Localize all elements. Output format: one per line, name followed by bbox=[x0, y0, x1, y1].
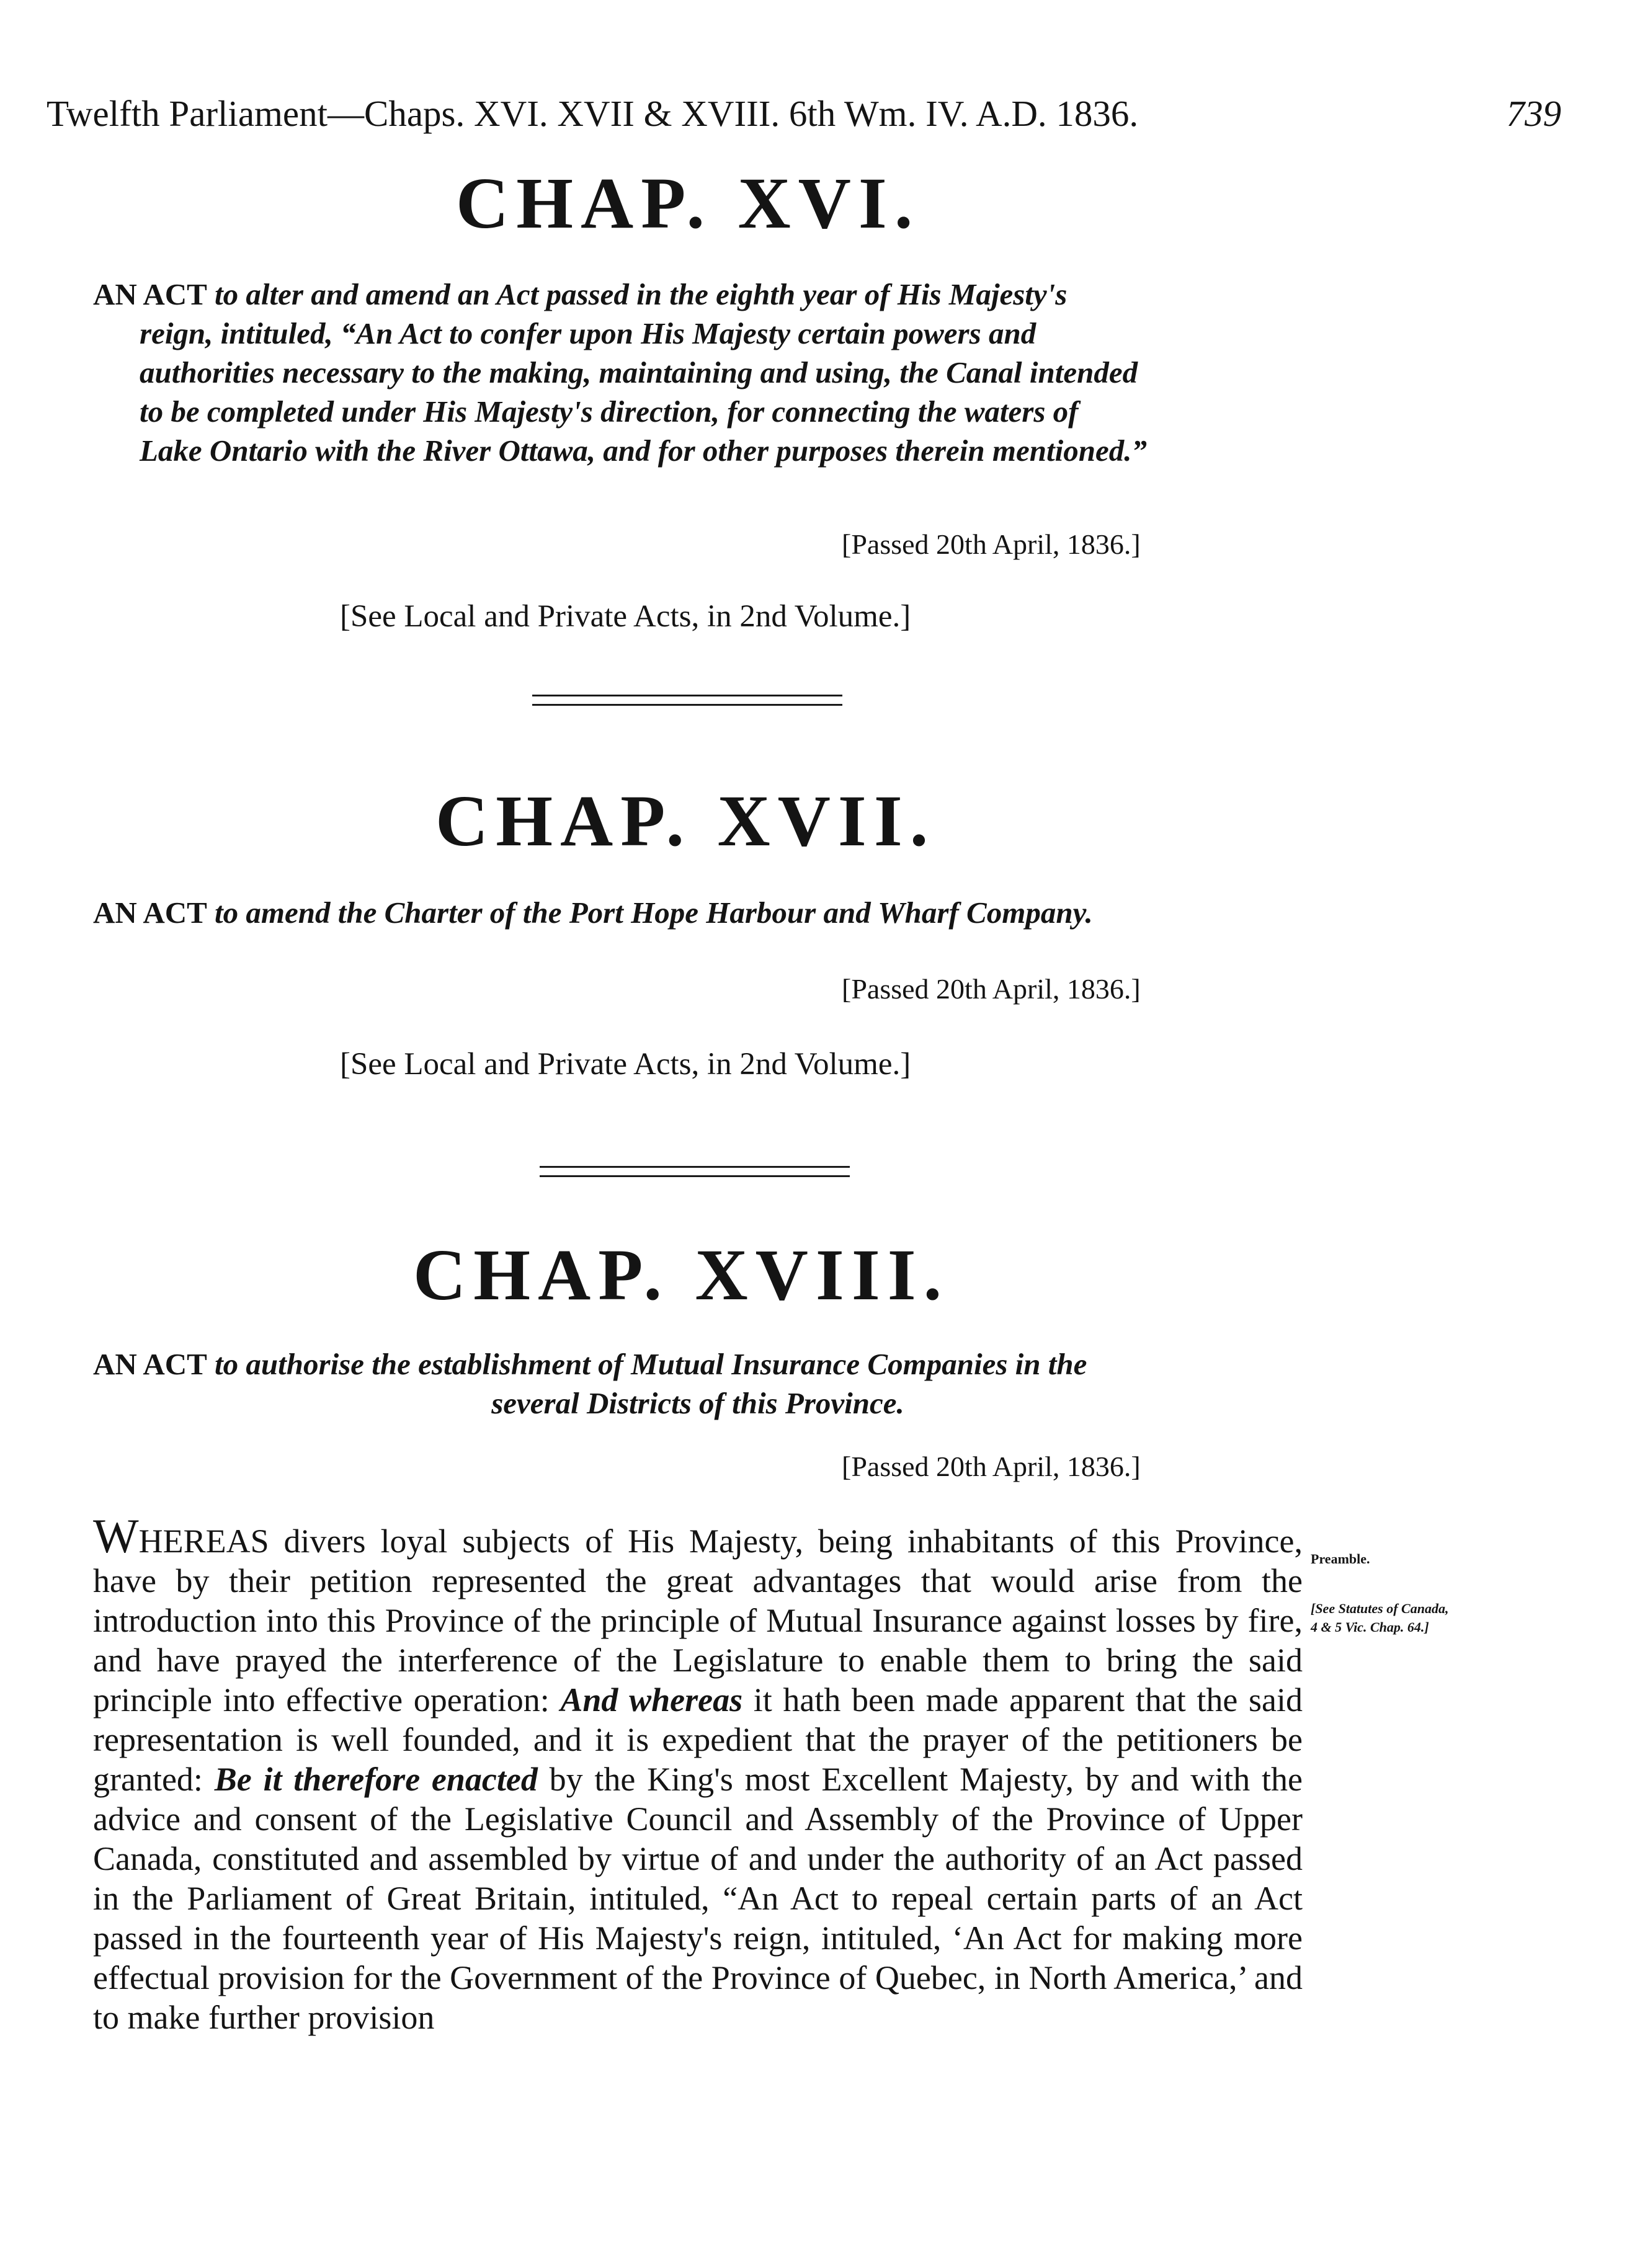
see-note-xvi: [See Local and Private Acts, in 2nd Volume.] bbox=[340, 599, 911, 634]
act-title-line: AN ACT to amend the Charter of the Port Hope Harbour and Wharf Company. bbox=[93, 896, 1093, 930]
section-divider bbox=[532, 695, 842, 706]
chapter-heading-xviii: CHAP. XVIII. bbox=[413, 1234, 950, 1315]
act-title-line: reign, intituled, “An Act to confer upon His Majesty certain powers and bbox=[140, 316, 1036, 350]
chapter-heading-xvi: CHAP. XVI. bbox=[456, 162, 921, 244]
act-title-xvii bbox=[93, 893, 1303, 932]
body-lead: HEREAS divers loyal subjects of His Majesty, being inhabitants of this Province, have by their petition represented the great advantages that would arise from the introduction into this Province of the principle of Mutual Insurance against losses by fire, and have prayed the interference of the Legislature to enable them to bring the said principle into effective operation: bbox=[93, 1523, 1303, 1719]
act-title-xviii bbox=[93, 1345, 1303, 1423]
see-note-xvii: [See Local and Private Acts, in 2nd Volume.] bbox=[340, 1047, 911, 1082]
act-title-prefix: AN ACT bbox=[93, 896, 207, 930]
body-emphasis: Be it therefore enacted bbox=[214, 1761, 538, 1798]
page-number: 739 bbox=[1506, 93, 1561, 134]
running-head bbox=[47, 86, 1561, 141]
passed-date-xvi: [Passed 20th April, 1836.] bbox=[842, 528, 1141, 560]
passed-date-xvii: [Passed 20th April, 1836.] bbox=[842, 973, 1141, 1005]
act-title-line: several Districts of this Province. bbox=[491, 1386, 904, 1420]
act-title-line: to be completed under His Majesty's direction, for connecting the waters of bbox=[140, 394, 1079, 429]
body-middle: it hath been made apparent that the said representation is well founded, and it is expedient that the prayer of the petitioners be granted: bbox=[93, 1681, 1303, 1798]
act-title-line: authorities necessary to the making, maintaining and using, the Canal intended bbox=[140, 355, 1138, 389]
act-title-xvi bbox=[93, 275, 1303, 470]
act-title-line: AN ACT to authorise the establishment of Mutual Insurance Companies in the bbox=[93, 1347, 1087, 1381]
enactment-body bbox=[93, 1509, 1303, 2037]
act-title-line: Lake Ontario with the River Ottawa, and for other purposes therein mentioned.” bbox=[140, 434, 1147, 468]
drop-cap: W bbox=[93, 1509, 139, 1563]
section-divider bbox=[540, 1166, 850, 1177]
act-title-prefix: AN ACT bbox=[93, 1347, 207, 1381]
passed-date-xviii: [Passed 20th April, 1836.] bbox=[842, 1451, 1141, 1482]
body-tail: by the King's most Excellent Majesty, by and with the advice and consent of the Legislative Council and Assembly of the Province of Upper Canada, constituted and assembled by virtue of and under the authority of an Act passed in the Parliament of Great Britain, intituled, “An Act to repeal certain parts of an Act passed in the fourteenth year of His Majesty's reign, intituled, ‘An Act for making more effectual provision for the Government of the Province of Quebec, in North America,’ and to make further provision bbox=[93, 1761, 1303, 2036]
act-title-prefix: AN ACT bbox=[93, 277, 207, 311]
margin-note-reference-2: 4 & 5 Vic. Chap. 64.] bbox=[1311, 1619, 1429, 1635]
margin-note-reference-1: [See Statutes of Canada, bbox=[1311, 1601, 1449, 1616]
chapter-heading-xvii: CHAP. XVII. bbox=[435, 780, 936, 861]
running-head-title: Twelfth Parliament—Chaps. XVI. XVII & XVIII. 6th Wm. IV. A.D. 1836. bbox=[47, 93, 1139, 134]
act-title-line: AN ACT to alter and amend an Act passed in the eighth year of His Majesty's bbox=[93, 277, 1068, 311]
body-emphasis: And whereas bbox=[560, 1681, 743, 1719]
margin-note-preamble: Preamble. bbox=[1311, 1551, 1370, 1567]
